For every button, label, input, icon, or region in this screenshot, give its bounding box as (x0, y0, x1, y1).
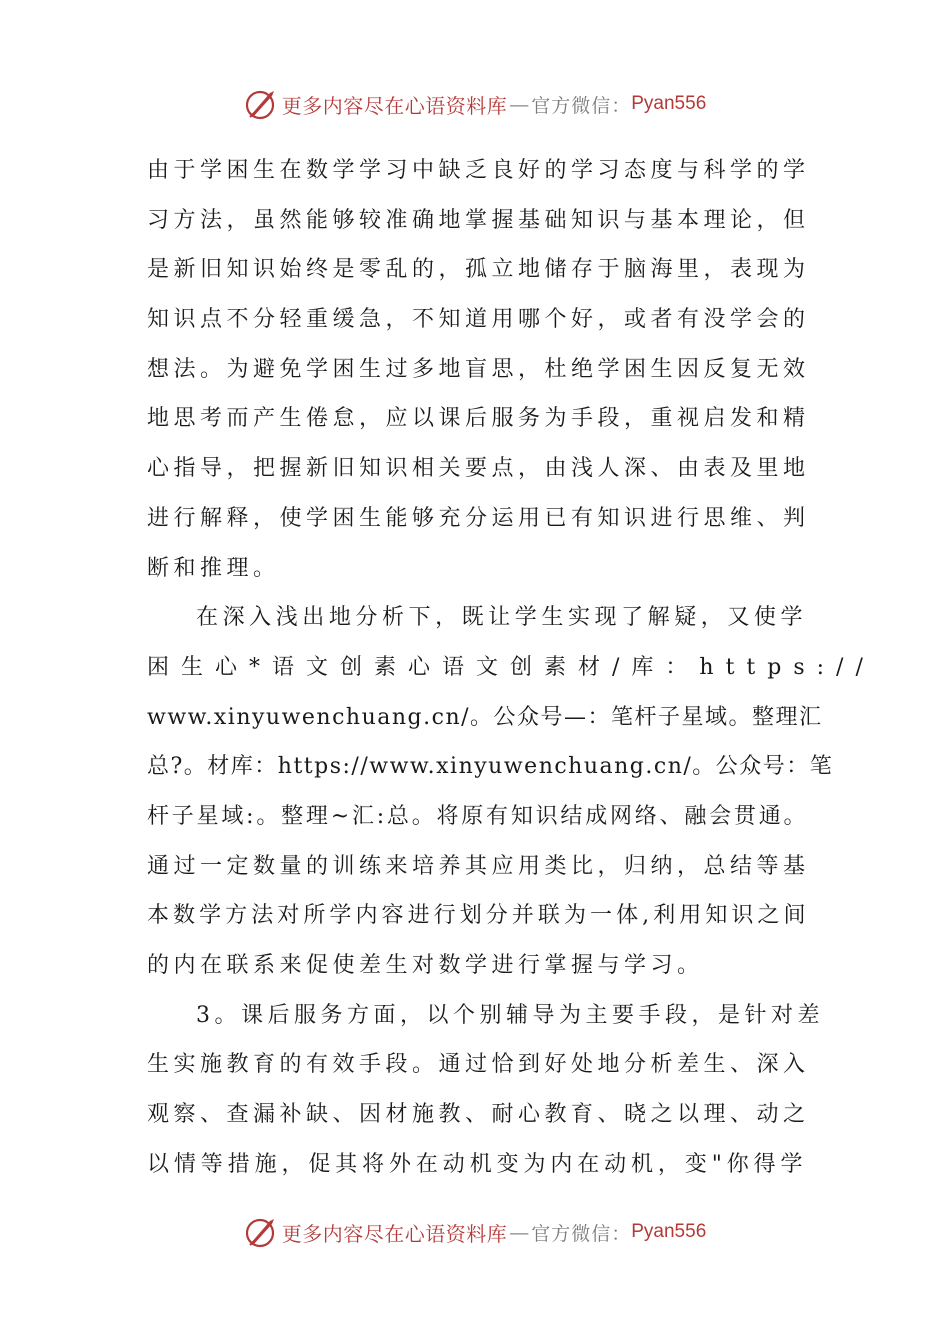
body-line: 进行解释，使学困生能够充分运用已有知识进行思维、判 (147, 505, 810, 531)
footer-site-text: 更多内容尽在心语资料库 (281, 1221, 508, 1246)
body-line: 在深入浅出地分析下，既让学生实现了解疑，又使学 (196, 605, 807, 631)
body-line: 通过一定数量的训练来培养其应用类比，归纳，总结等基 (147, 853, 810, 879)
body-line: www.xinyuwenchuang.cn/。公众号—：笔杆子星域。整理汇 (147, 704, 823, 730)
body-line: 以情等措施，促其将外在动机变为内在动机，变"你得学 (147, 1151, 807, 1177)
header-dash: — (509, 92, 530, 116)
body-line: 地思考而产生倦怠，应以课后服务为手段，重视启发和精 (147, 406, 810, 432)
body-line: 心指导，把握新旧知识相关要点，由浅人深、由表及里地 (147, 456, 810, 482)
document-body (147, 146, 875, 1189)
body-line: 困生心*语文创素心语文创素材/库：https:// (147, 654, 875, 680)
header-banner (0, 84, 950, 124)
header-official-text: 官方微信： (531, 94, 632, 117)
body-line: 的内在联系来促使差生对数学进行掌握与学习。 (147, 953, 704, 978)
body-line: 是新旧知识始终是零乱的，孤立地储存于脑海里，表现为 (147, 257, 810, 283)
header-wechat-id: Pyan556 (631, 93, 707, 114)
footer-banner (0, 1212, 950, 1252)
body-line: 总?。材库：https://www.xinyuwenchuang.cn/。公众号：笔 (147, 754, 834, 780)
body-line: 3。课后服务方面，以个别辅导为主要手段，是针对差 (196, 1002, 824, 1028)
body-line: 观察、查漏补缺、因材施教、耐心教育、晓之以理、动之 (147, 1102, 810, 1128)
body-line: 断和推理。 (147, 555, 280, 581)
quill-logo-icon (244, 1215, 278, 1249)
body-line: 生实施教育的有效手段。通过恰到好处地分析差生、深入 (147, 1052, 810, 1078)
body-line: 习方法，虽然能够较准确地掌握基础知识与基本理论，但 (147, 207, 810, 233)
footer-dash: — (509, 1220, 530, 1244)
quill-logo-icon (244, 87, 278, 121)
body-line: 知识点不分轻重缓急，不知道用哪个好，或者有没学会的 (147, 307, 810, 333)
body-line: 由于学困生在数学学习中缺乏良好的学习态度与科学的学 (147, 158, 810, 183)
footer-official-text: 官方微信： (531, 1222, 632, 1245)
body-line: 杆子星域:。整理~汇:总。将原有知识结成网络、融会贯通。 (147, 803, 807, 829)
header-site-text: 更多内容尽在心语资料库 (281, 93, 508, 118)
body-line: 想法。为避免学困生过多地盲思，杜绝学困生因反复无效 (147, 356, 810, 382)
body-line: 本数学方法对所学内容进行划分并联为一体,利用知识之间 (147, 903, 807, 929)
footer-wechat-id: Pyan556 (631, 1221, 707, 1242)
